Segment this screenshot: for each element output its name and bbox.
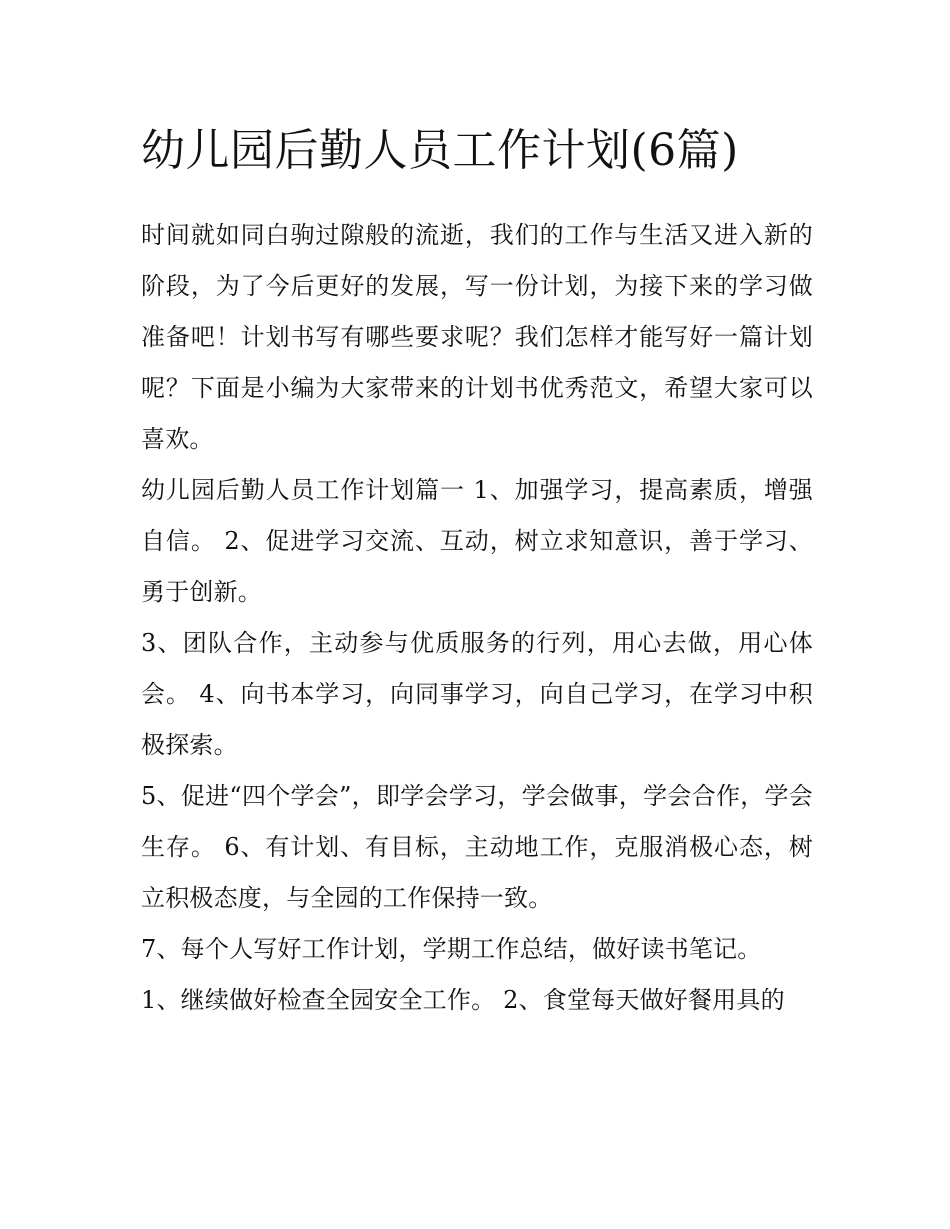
paragraph-plan-1: 幼儿园后勤人员工作计划篇一 1、加强学习，提高素质，增强自信。 2、促进学习交流、互动，树立求知意识，善于学习、勇于创新。 <box>141 476 813 606</box>
paragraph-plan-3: 5、促进“四个学会”，即学会学习，学会做事，学会合作，学会生存。 6、有计划、有目标，主动地工作，克服消极心态，树立积极态度，与全园的工作保持一致。 <box>141 782 813 912</box>
paragraph-plan-5: 1、继续做好检查全园安全工作。 2、食堂每天做好餐用具的 <box>141 986 785 1014</box>
paragraph-plan-2: 3、团队合作，主动参与优质服务的行列，用心去做，用心体会。 4、向书本学习，向同事学习，向自己学习，在学习中积极探索。 <box>141 629 813 759</box>
paragraph-plan-4: 7、每个人写好工作计划，学期工作总结，做好读书笔记。 <box>141 935 762 963</box>
paragraph-intro: 时间就如同白驹过隙般的流逝，我们的工作与生活又进入新的阶段，为了今后更好的发展，写一份计划，为接下来的学习做准备吧！计划书写有哪些要求呢？我们怎样才能写好一篇计划呢？下面是小编为大家带来的计划书优秀范文，希望大家可以喜欢。 <box>141 221 813 453</box>
document-body <box>141 112 813 1026</box>
document-title: 幼儿园后勤人员工作计划(6篇) <box>141 125 739 176</box>
